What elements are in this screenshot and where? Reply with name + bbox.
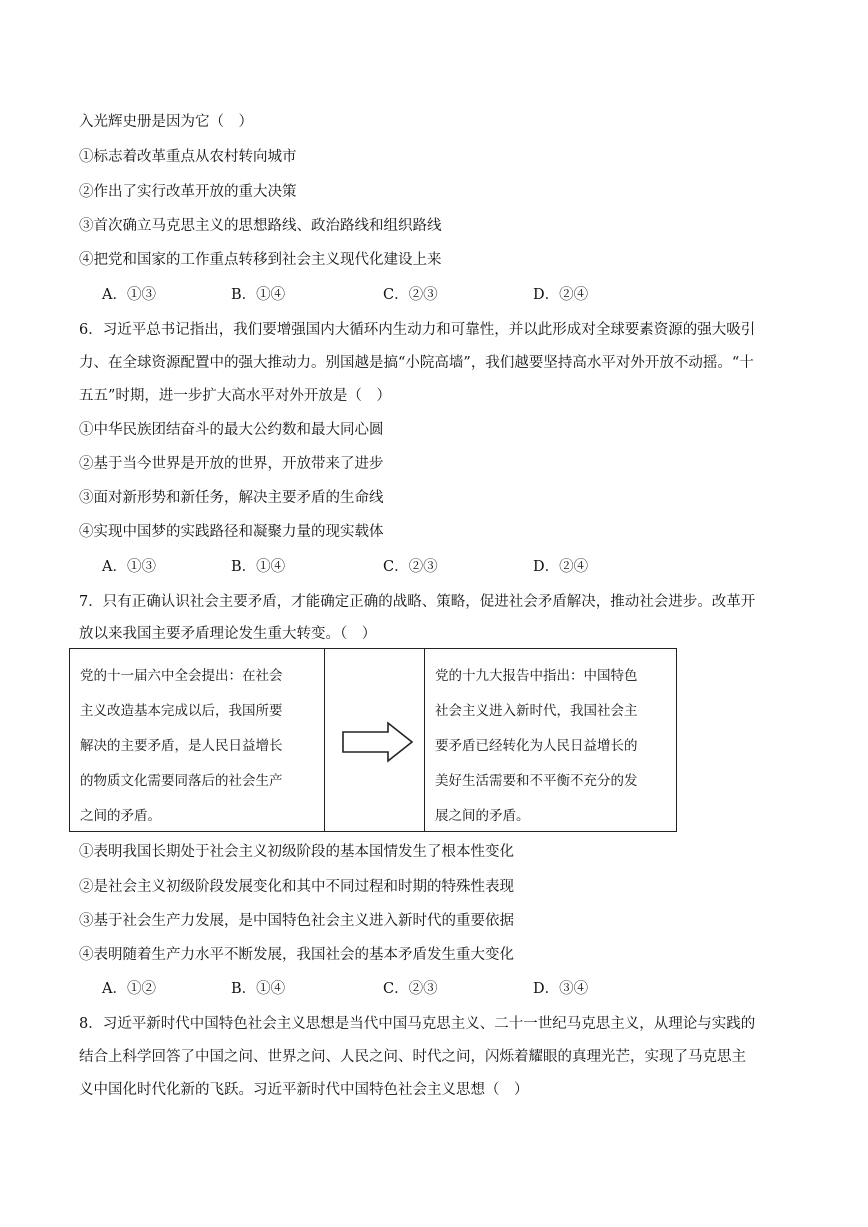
q7-stem-line-2: 放以来我国主要矛盾理论发生重大转变。（ ） [79, 626, 377, 642]
q6-option-d[interactable]: D．②④ [533, 559, 589, 575]
q5-item-1: ①标志着改革重点从农村转向城市 [79, 149, 297, 165]
q5-options [102, 285, 622, 305]
q6-item-2: ②基于当今世界是开放的世界，开放带来了进步 [79, 456, 384, 472]
q7-item-3: ③基于社会生产力发展，是中国特色社会主义进入新时代的重要依据 [79, 913, 514, 929]
q8-stem-line-3: 义中国化时代化新的飞跃。习近平新时代中国特色社会主义思想（ ） [79, 1082, 529, 1098]
right-cell-line: 党的十九大报告中指出：中国特色 [435, 668, 638, 684]
q6-stem-line-2: 力、在全球资源配置中的强大推动力。别国越是搞“小院高墙”，我们越要坚持高水平对外开放不动摇。“十 [79, 355, 754, 371]
q5-option-d[interactable]: D．②④ [533, 287, 589, 303]
right-cell-line: 要矛盾已经转化为人民日益增长的 [435, 738, 638, 754]
right-arrow-icon [342, 721, 414, 763]
q7-comparison-table [69, 648, 677, 832]
q7-item-4: ④表明随着生产力水平不断发展，我国社会的基本矛盾发生重大变化 [79, 947, 514, 963]
q8-stem-line-2: 结合上科学回答了中国之问、世界之问、人民之问、时代之问，闪烁着耀眼的真理光芒，实现了马克思主 [79, 1049, 746, 1065]
q7-item-2: ②是社会主义初级阶段发展变化和其中不同过程和时期的特殊性表现 [79, 879, 514, 895]
q6-option-c[interactable]: C．②③ [383, 559, 438, 575]
q5-option-a[interactable]: A．①③ [102, 287, 156, 303]
left-cell-line: 主义改造基本完成以后，我国所要 [80, 703, 283, 719]
q6-option-a[interactable]: A．①③ [102, 559, 156, 575]
left-cell-line: 党的十一届六中全会提出：在社会 [80, 668, 283, 684]
q6-item-1: ①中华民族团结奋斗的最大公约数和最大同心圆 [79, 422, 384, 438]
q6-item-4: ④实现中国梦的实践路径和凝聚力量的现实载体 [79, 524, 384, 540]
q5-item-3: ③首次确立马克思主义的思想路线、政治路线和组织路线 [79, 218, 442, 234]
table-cell-left [70, 649, 325, 831]
q7-item-1: ①表明我国长期处于社会主义初级阶段的基本国情发生了根本性变化 [79, 844, 514, 860]
right-cell-line: 美好生活需要和不平衡不充分的发 [435, 773, 638, 789]
q5-option-b[interactable]: B．①④ [231, 287, 286, 303]
q6-stem-line-3: 五五”时期，进一步扩大高水平对外开放是（ ） [79, 388, 391, 404]
question5-stem: 入光辉史册是因为它（ ） [79, 114, 253, 130]
q6-item-3: ③面对新形势和新任务，解决主要矛盾的生命线 [79, 490, 384, 506]
q5-item-2: ②作出了实行改革开放的重大决策 [79, 184, 297, 200]
table-cell-arrow [325, 649, 425, 831]
q5-item-4: ④把党和国家的工作重点转移到社会主义现代化建设上来 [79, 252, 442, 268]
left-cell-line: 之间的矛盾。 [80, 808, 161, 824]
left-cell-line: 解决的主要矛盾，是人民日益增长 [80, 738, 283, 754]
q6-stem-line-1: 6．习近平总书记指出，我们要增强国内大循环内生动力和可靠性，并以此形成对全球要素资源的强大吸引 [79, 322, 756, 338]
right-cell-line: 展之间的矛盾。 [435, 808, 530, 824]
q7-options [102, 979, 622, 999]
q6-options [102, 557, 622, 577]
left-cell-line: 的物质文化需要同落后的社会生产 [80, 773, 283, 789]
table-cell-right [425, 649, 676, 831]
q7-option-b[interactable]: B．①④ [231, 981, 286, 997]
q7-stem-line-1: 7．只有正确认识社会主要矛盾，才能确定正确的战略、策略，促进社会矛盾解决，推动社会进步。改革开 [79, 594, 756, 610]
q5-option-c[interactable]: C．②③ [383, 287, 438, 303]
q7-option-c[interactable]: C．②③ [383, 981, 438, 997]
q7-option-d[interactable]: D．③④ [533, 981, 589, 997]
q7-option-a[interactable]: A．①② [102, 981, 156, 997]
right-cell-line: 社会主义进入新时代，我国社会主 [435, 703, 638, 719]
q6-option-b[interactable]: B．①④ [231, 559, 286, 575]
q8-stem-line-1: 8．习近平新时代中国特色社会主义思想是当代中国马克思主义、二十一世纪马克思主义，从理论与实践的 [79, 1016, 756, 1032]
